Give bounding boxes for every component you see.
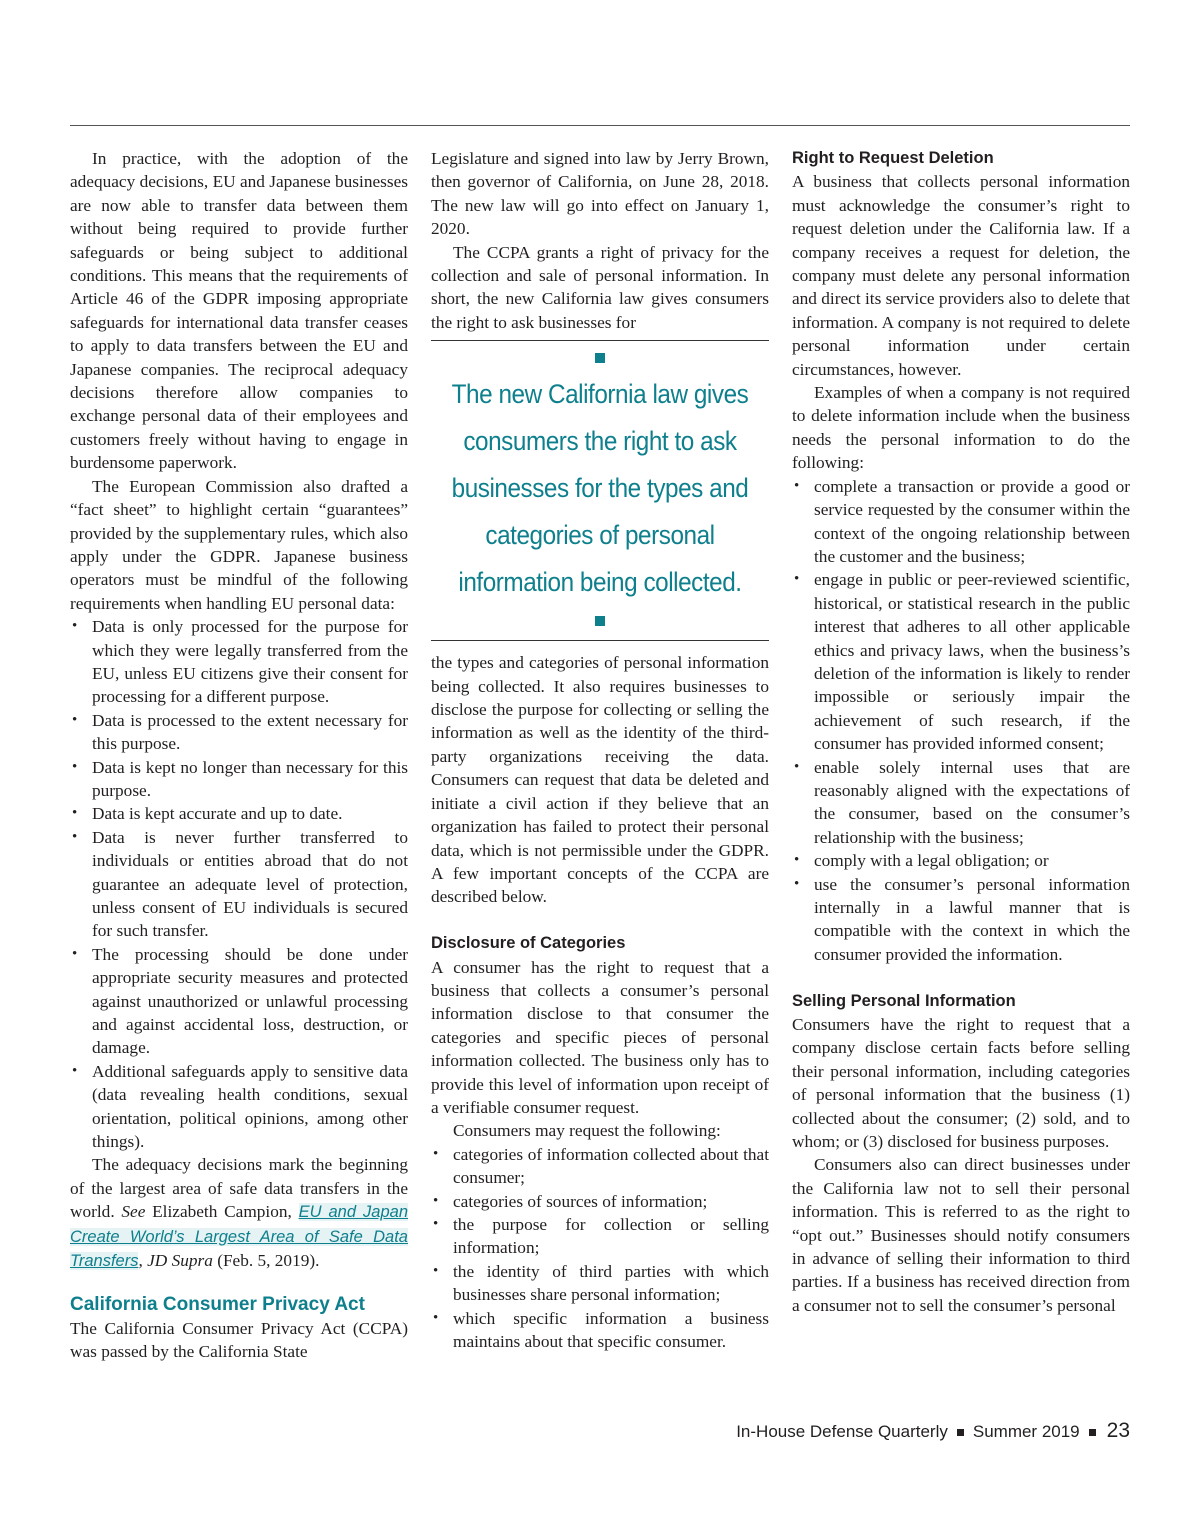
requirements-list (70, 615, 408, 1153)
publication-name: In-House Defense Quarterly (736, 1422, 948, 1441)
citation-source: JD Supra (147, 1251, 213, 1271)
paragraph-text: The adequacy decisions mark the beginning of the largest area of safe data transfers in the world. (70, 1155, 408, 1222)
list-item: • enable solely internal uses that are reasonably aligned with the expectations of the consumer, based on the consumer’s relationship with the business; (792, 756, 1130, 850)
paragraph: Examples of when a company is not required to delete information include when the business needs the personal information to do the following: (792, 383, 1130, 473)
issue-label: Summer 2019 (972, 1422, 1080, 1441)
pull-quote (431, 340, 769, 641)
list-item: • engage in public or peer-reviewed scientific, historical, or statistical research in the public interest that adheres to all other applicable ethics and privacy laws, when the business’s deletion of the information is likely to render impossible or seriously impair the achievement of such research, if the consumer has provided informed consent; (792, 568, 1130, 755)
top-rule (70, 125, 1130, 126)
see-signal: See (121, 1202, 146, 1222)
page-number: 23 (1106, 1419, 1130, 1442)
paragraph: Consumers may request the following: (453, 1121, 721, 1141)
paragraph: A consumer has the right to request that a business that collects a consumer’s personal information disclose to that consumer the categories and specific pieces of personal information collected. The business only has to provide this level of information upon receipt of a verifiable consumer request. (431, 957, 769, 1117)
square-separator-icon (957, 1429, 964, 1436)
paragraph: In practice, with the adoption of the adequacy decisions, EU and Japanese businesses are now able to transfer data between them without being required to provide further safeguards or being subject to additional conditions. This means that the requirements of Article 46 of the GDPR imposing appropriate safeguards for international data transfer ceases to apply to data transfers between the EU and Japanese companies. The reciprocal adequacy decisions therefore allow companies to exchange personal data of their employees and customers freely without having to engage in burdensome paperwork. (70, 149, 408, 473)
pull-quote-text: The new California law gives consumers the right to ask businesses for the types and categories of personal information being collected. (451, 379, 749, 598)
list-item: • which specific information a business maintains about that specific consumer. (431, 1307, 769, 1354)
subsection-heading: Disclosure of Categories (431, 934, 626, 953)
list-item: • Data is kept accurate and up to date. (70, 802, 408, 825)
list-item: • the identity of third parties with which businesses share personal information; (431, 1260, 769, 1307)
paragraph: A business that collects personal information must acknowledge the consumer’s right to request deletion under the California law. If a company receives a request for deletion, the company must delete any personal information and direct its service providers also to delete that information. A company is not required to delete personal information under certain circumstances, however. (792, 172, 1130, 379)
citation-paragraph (70, 1153, 408, 1273)
subsection-heading: Selling Personal Information (792, 991, 1016, 1010)
request-list (431, 1143, 769, 1354)
list-item: • categories of sources of information; (431, 1190, 769, 1213)
section-heading: California Consumer Privacy Act (70, 1293, 365, 1315)
list-item: • Data is kept no longer than necessary for this purpose. (70, 756, 408, 803)
paragraph: the types and categories of personal information being collected. It also requires businesses to disclose the purpose for collecting or selling the information as well as the identity of the third-party organizations receiving the data. Consumers can request that data be deleted and initiate a civil action if they believe that an organization has failed to protect their personal data, which is not permissible under the GDPR. A few important concepts of the CCPA are described below. (431, 653, 769, 907)
list-item: • use the consumer’s personal information internally in a lawful manner that is compatible with the context in which the consumer provided the information. (792, 873, 1130, 967)
list-item: • The processing should be done under appropriate security measures and protected against unauthorized or unlawful processing and against accidental loss, destruction, or damage. (70, 943, 408, 1060)
list-item: • complete a transaction or provide a good or service requested by the consumer within the context of the ongoing relationship between the customer and the business; (792, 475, 1130, 569)
citation-date: (Feb. 5, 2019). (212, 1251, 320, 1271)
paragraph: The European Commission also drafted a “fact sheet” to highlight certain “guarantees” provided by the supplementary rules, which also apply under the GDPR. Japanese business operators must be mindful of the following requirements when handling EU personal data: (70, 476, 408, 613)
list-item: • Data is only processed for the purpose for which they were legally transferred from the EU, unless EU citizens give their consent for processing for a different purpose. (70, 615, 408, 709)
list-item: • Additional safeguards apply to sensitive data (data revealing health conditions, sexual orientation, political opinions, among other things). (70, 1060, 408, 1154)
column-2 (431, 147, 769, 1353)
paragraph: Legislature and signed into law by Jerry Brown, then governor of California, on June 28, 2018. The new law will go into effect on January 1, 2020. (431, 149, 769, 239)
square-separator-icon (1089, 1429, 1096, 1436)
article-link[interactable]: EU and Japan Create World’s Largest Area of Safe Data Transfers (70, 1203, 408, 1271)
deletion-exceptions-list (792, 475, 1130, 967)
square-ornament-icon (595, 616, 605, 626)
page-footer (736, 1419, 1130, 1443)
list-item: • the purpose for collection or selling information; (431, 1213, 769, 1260)
list-item: • comply with a legal obligation; or (792, 849, 1130, 872)
paragraph: The CCPA grants a right of privacy for the collection and sale of personal information. In short, the new California law gives consumers the right to ask businesses for (431, 242, 769, 332)
list-item: • categories of information collected about that consumer; (431, 1143, 769, 1190)
paragraph: Consumers also can direct businesses under the California law not to sell their personal information. This is referred to as the right to “opt out.” Businesses should notify consumers in advance of selling their information to third parties. If a business has received direction from a consumer not to sell the consumer’s personal (792, 1155, 1130, 1315)
citation-comma: , (138, 1251, 148, 1271)
citation-author: Elizabeth Campion, (145, 1202, 299, 1222)
column-1 (70, 147, 408, 1363)
paragraph: The California Consumer Privacy Act (CCPA) was passed by the California State (70, 1318, 408, 1361)
list-item: • Data is never further transferred to individuals or entities abroad that do not guarantee an adequate level of protection, unless consent of EU individuals is secured for such transfer. (70, 826, 408, 943)
square-ornament-icon (595, 353, 605, 363)
subsection-heading: Right to Request Deletion (792, 149, 994, 167)
list-item: • Data is processed to the extent necessary for this purpose. (70, 709, 408, 756)
paragraph: Consumers have the right to request that a company disclose certain facts before selling their personal information, including categories of personal information that the business (1) collected about the consumer; (2) sold, and to whom; or (3) disclosed for business purposes. (792, 1015, 1130, 1152)
column-3 (792, 147, 1130, 1317)
